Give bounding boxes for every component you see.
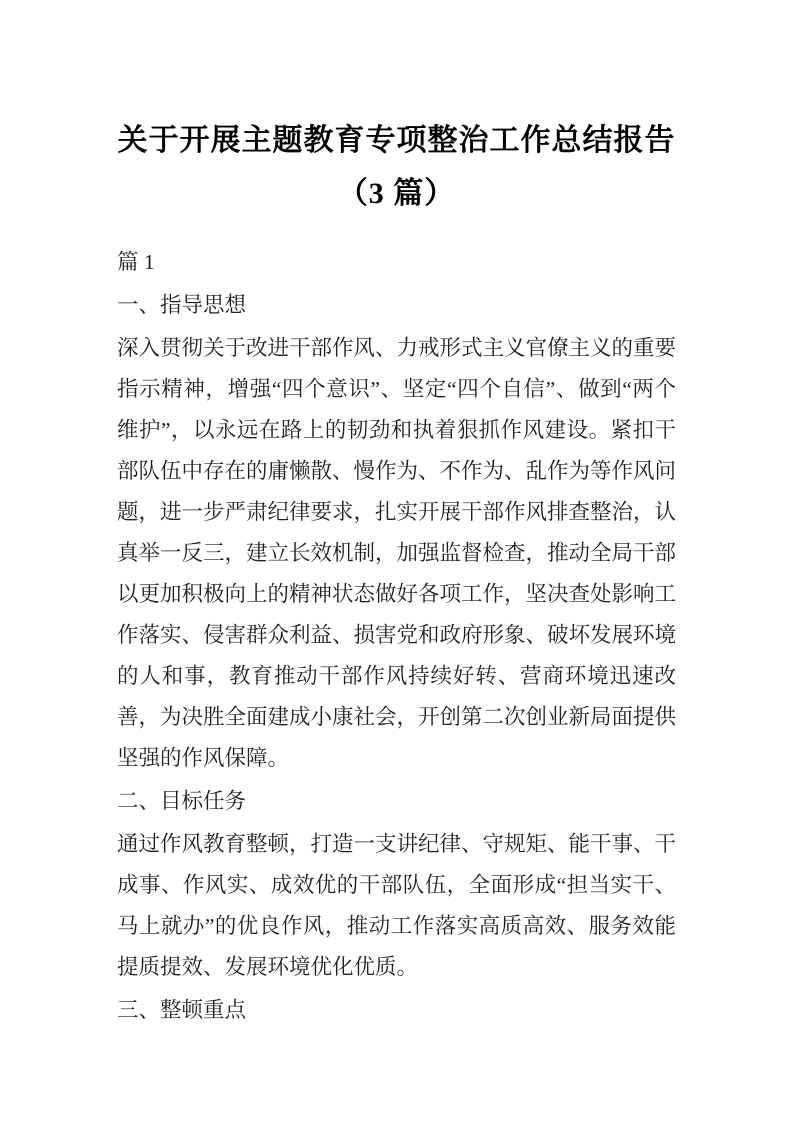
paragraph-guiding-ideology: 深入贯彻关于改进干部作风、力戒形式主义官僚主义的重要指示精神，增强“四个意识”、坚定“四个自信”、做到“两个维护”，以永远在路上的韧劲和执着狠抓作风建设。紧扣干部队伍中存在的庸懒散、慢作为、不作为、乱作为等作风问题，进一步严肃纪律要求，扎实开展干部作风排查整治，认真举一反三，建立长效机制，加强监督检查，推动全局干部以更加积极向上的精神状态做好各项工作，坚决查处影响工作落实、侵害群众利益、损害党和政府形象、破坏发展环境的人和事，教育推动干部作风持续好转、营商环境迅速改善，为决胜全面建成小康社会，开创第二次创业新局面提供坚强的作风保障。 bbox=[117, 336, 677, 770]
section-heading-rectification-focus: 三、整顿重点 bbox=[117, 998, 247, 1022]
piece-label: 篇 1 bbox=[117, 250, 155, 274]
title-line-2: （3 篇） bbox=[337, 177, 456, 210]
section-heading-target-tasks: 二、目标任务 bbox=[117, 789, 247, 813]
section-heading-guiding-ideology: 一、指导思想 bbox=[117, 293, 247, 317]
document-body bbox=[117, 242, 676, 1031]
document-title bbox=[117, 114, 676, 220]
title-line-1: 关于开展主题教育专项整治工作总结报告 bbox=[117, 124, 676, 157]
paragraph-target-tasks: 通过作风教育整顿，打造一支讲纪律、守规矩、能干事、干成事、作风实、成效优的干部队伍，全面形成“担当实干、马上就办”的优良作风，推动工作落实高质高效、服务效能提质提效、发展环境优化优质。 bbox=[117, 832, 677, 979]
